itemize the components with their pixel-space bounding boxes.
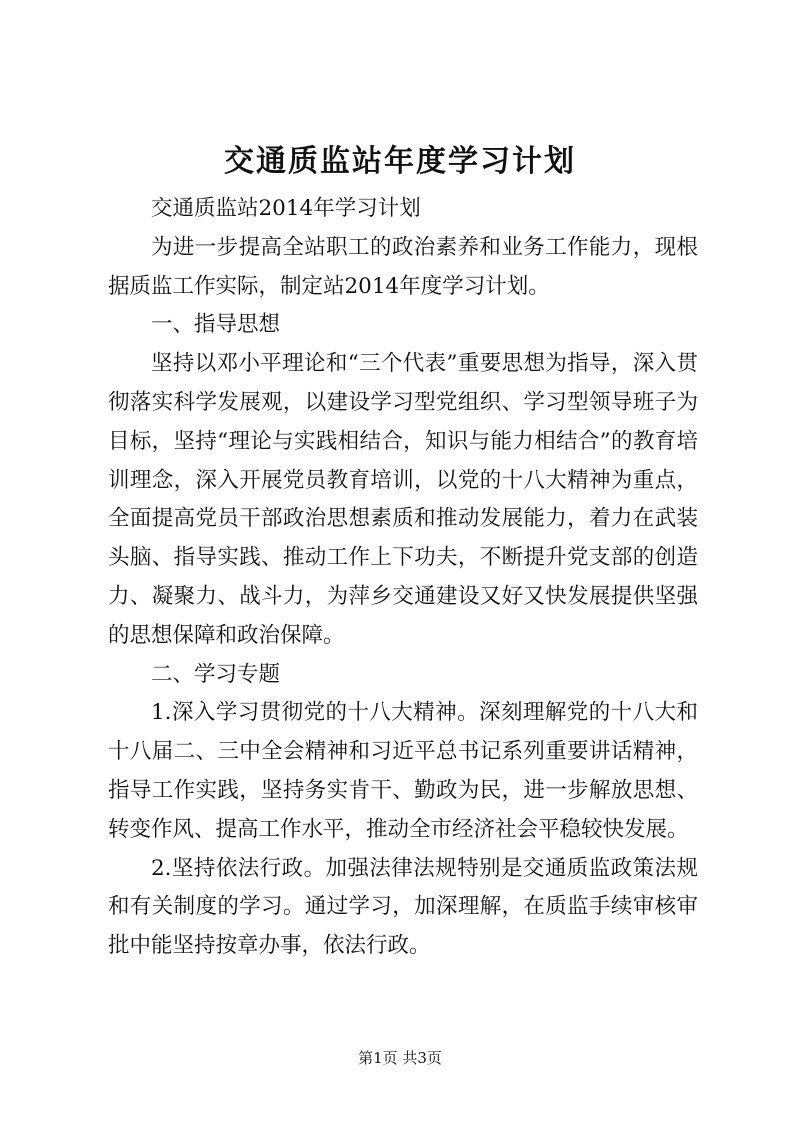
page-number-footer: 第1页 共3页 (358, 1049, 442, 1067)
section-heading-study-topics: 二、学习专题 (151, 661, 281, 687)
guiding-thought-paragraph: 坚持以邓小平理论和“三个代表”重要思想为指导，深入贯彻落实科学发展观，以建设学习型党组织、学习型领导班子为目标，坚持“理论与实践相结合，知识与能力相结合”的教育培训理念，深入开展党员教育培训，以党的十八大精神为重点，全面提高党员干部政治思想素质和推动发展能力，着力在武装头脑、指导实践、推动工作上下功夫，不断提升党支部的创造力、凝聚力、战斗力，为萍乡交通建设又好又快发展提供坚强的思想保障和政治保障。 (108, 351, 698, 648)
intro-paragraph: 为进一步提高全站职工的政治素养和业务工作能力，现根据质监工作实际，制定站2014年度学习计划。 (108, 234, 698, 299)
document-title: 交通质监站年度学习计划 (224, 144, 576, 179)
subtitle-paragraph: 交通质监站2014年学习计划 (151, 196, 421, 221)
section-heading-guiding-thought: 一、指导思想 (151, 312, 281, 338)
document-body (108, 190, 698, 966)
study-topic-1-paragraph: 1.深入学习贯彻党的十八大精神。深刻理解党的十八大和十八届二、三中全会精神和习近平总书记系列重要讲话精神，指导工作实践，坚持务实肯干、勤政为民，进一步解放思想、转变作风、提高工作水平，推动全市经济社会平稳较快发展。 (108, 700, 698, 842)
study-topic-2-paragraph: 2.坚持依法行政。加强法律法规特别是交通质监政策法规和有关制度的学习。通过学习，加深理解，在质监手续审核审批中能坚持按章办事，依法行政。 (108, 855, 698, 959)
